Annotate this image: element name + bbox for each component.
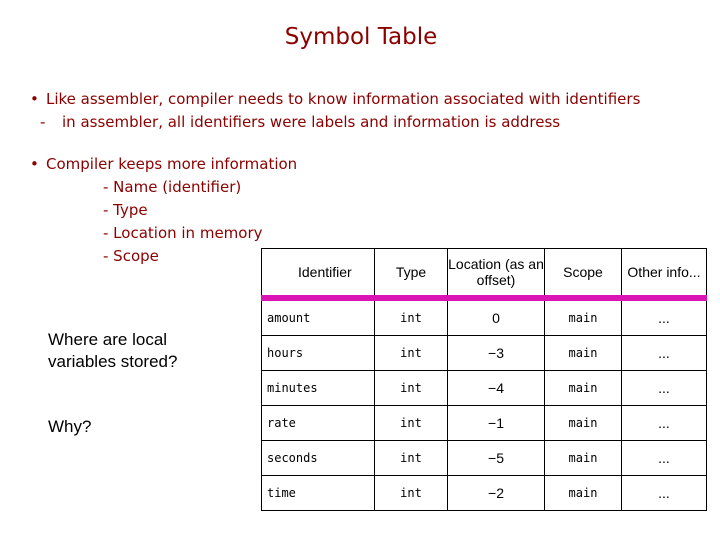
- header-other-info: Other info...: [622, 249, 707, 299]
- list-item-location: - Location in memory: [103, 224, 263, 242]
- cell-identifier: rate: [262, 406, 375, 441]
- cell-scope: main: [545, 406, 622, 441]
- cell-scope: main: [545, 336, 622, 371]
- bullet-marker: •: [30, 90, 39, 108]
- table-row: [262, 298, 707, 336]
- header-identifier: Identifier: [262, 249, 375, 299]
- cell-location: 0: [448, 298, 545, 336]
- table-row: [262, 441, 707, 476]
- header-type: Type: [375, 249, 448, 299]
- slide-title: Symbol Table: [284, 24, 438, 50]
- cell-location: −2: [448, 476, 545, 511]
- table-row: [262, 371, 707, 406]
- list-item-scope: - Scope: [103, 247, 159, 265]
- bullet-1-text: Like assembler, compiler needs to know information associated with identifiers: [46, 90, 641, 108]
- cell-type: int: [375, 406, 448, 441]
- cell-identifier: time: [262, 476, 375, 511]
- question-local-variables: Where are local variables stored?: [48, 330, 178, 371]
- cell-type: int: [375, 476, 448, 511]
- cell-location: −3: [448, 336, 545, 371]
- cell-type: int: [375, 336, 448, 371]
- cell-identifier: amount: [262, 298, 375, 336]
- cell-other: ...: [622, 476, 707, 511]
- cell-type: int: [375, 441, 448, 476]
- cell-other: ...: [622, 406, 707, 441]
- cell-other: ...: [622, 371, 707, 406]
- cell-identifier: seconds: [262, 441, 375, 476]
- cell-other: ...: [622, 298, 707, 336]
- header-location: Location (as an offset): [448, 249, 545, 299]
- cell-identifier: hours: [262, 336, 375, 371]
- table-header-row: [262, 249, 707, 299]
- cell-other: ...: [622, 441, 707, 476]
- cell-location: −1: [448, 406, 545, 441]
- question-why: Why?: [48, 417, 92, 436]
- table-row: [262, 476, 707, 511]
- header-scope: Scope: [545, 249, 622, 299]
- cell-scope: main: [545, 371, 622, 406]
- list-item-type: - Type: [103, 201, 148, 219]
- cell-type: int: [375, 371, 448, 406]
- cell-location: −4: [448, 371, 545, 406]
- cell-scope: main: [545, 298, 622, 336]
- bullet-2-text: Compiler keeps more information: [46, 155, 298, 173]
- symbol-table: [261, 248, 707, 511]
- bullet-1-sub-text: in assembler, all identifiers were labels and information is address: [62, 113, 561, 131]
- sub-bullet-marker: -: [40, 113, 46, 131]
- table-row: [262, 406, 707, 441]
- bullet-marker: •: [30, 155, 39, 173]
- cell-type: int: [375, 298, 448, 336]
- cell-scope: main: [545, 476, 622, 511]
- cell-location: −5: [448, 441, 545, 476]
- cell-other: ...: [622, 336, 707, 371]
- cell-scope: main: [545, 441, 622, 476]
- cell-identifier: minutes: [262, 371, 375, 406]
- table-row: [262, 336, 707, 371]
- list-item-name: - Name (identifier): [103, 178, 242, 196]
